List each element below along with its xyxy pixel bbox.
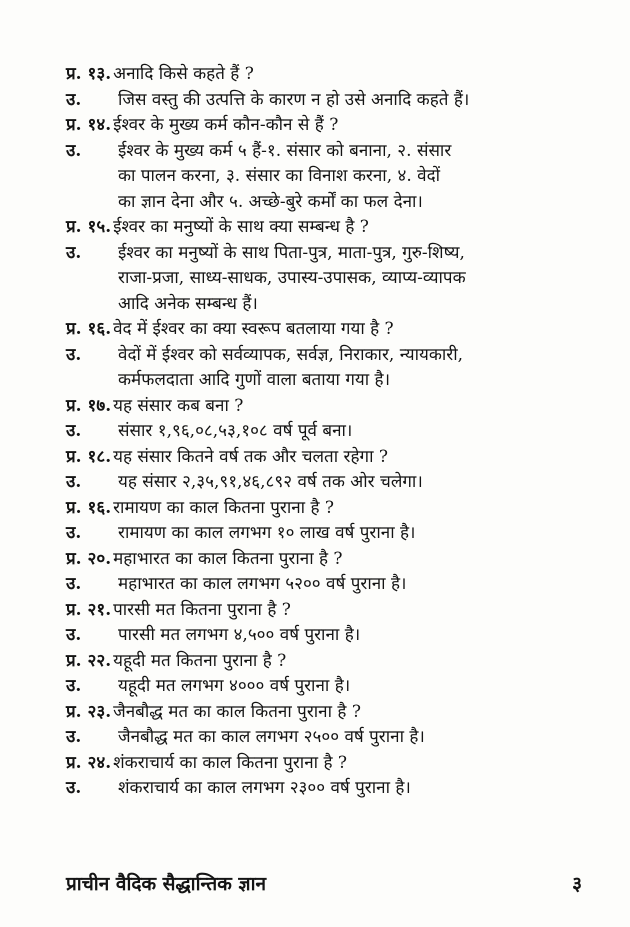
- answer-row: [66, 470, 590, 496]
- answer-row: [66, 419, 590, 445]
- question-row: [66, 215, 590, 241]
- question-row: [66, 62, 590, 88]
- question-label: प्र. २२.: [66, 650, 112, 671]
- answer-label: उ.: [66, 523, 82, 543]
- answer-label: उ.: [66, 242, 82, 263]
- answer-row: [66, 623, 590, 649]
- answer-line: का पालन करना, ३. संसार का विनाश करना, ४. वेदों: [118, 166, 441, 186]
- question-label: प्र. १६.: [66, 319, 112, 339]
- answer-row: [66, 776, 590, 802]
- answer-label: उ.: [66, 140, 82, 161]
- answer-line: जिस वस्तु की उत्पत्ति के कारण न हो उसे अनादि कहते हैं।: [118, 89, 470, 110]
- question-text: ईश्वर का मनुष्यों के साथ क्या सम्बन्ध है ?: [113, 217, 369, 237]
- question-text: यहूदी मत कितना पुराना है ?: [113, 650, 287, 671]
- answer-text: [118, 139, 590, 216]
- answer-line: पारसी मत लगभग ४,५०० वर्ष पुराना है।: [118, 625, 361, 645]
- book-title: प्राचीन वैदिक सैद्धान्तिक ज्ञान: [66, 873, 267, 895]
- question-text: महाभारत का काल कितना पुराना है ?: [113, 548, 343, 569]
- question-row: [66, 547, 590, 573]
- qa-list: [66, 62, 590, 802]
- answer-line: यहूदी मत लगभग ४००० वर्ष पुराना है।: [118, 676, 351, 696]
- question-text: शंकराचार्य का काल कितना पुराना है ?: [113, 752, 347, 773]
- question-label: प्र. १३.: [66, 64, 112, 84]
- question-text: पारसी मत कितना पुराना है ?: [113, 599, 291, 620]
- answer-text: [118, 623, 590, 649]
- question-text: ईश्वर के मुख्य कर्म कौन-कौन से हैं ?: [113, 115, 339, 135]
- answer-label: उ.: [66, 472, 82, 492]
- question-label: प्र. १७.: [66, 395, 112, 416]
- question-row: [66, 445, 590, 471]
- question-row: [66, 598, 590, 624]
- answer-row: [66, 241, 590, 318]
- question-row: [66, 496, 590, 522]
- question-text: यह संसार कब बना ?: [113, 395, 244, 416]
- answer-line: शंकराचार्य का काल लगभग २३०० वर्ष पुराना है।: [118, 778, 411, 798]
- answer-row: [66, 88, 590, 114]
- answer-row: [66, 725, 590, 751]
- answer-text: [118, 343, 590, 394]
- question-label: प्र. २०.: [66, 548, 112, 569]
- answer-row: [66, 521, 590, 547]
- page-footer: [66, 870, 582, 896]
- answer-line: का ज्ञान देना और ५. अच्छे-बुरे कर्मों का फल देना।: [118, 191, 423, 212]
- question-label: प्र. १४.: [66, 115, 112, 135]
- answer-line: ईश्वर का मनुष्यों के साथ पिता-पुत्र, माता-पुत्र, गुरु-शिष्य,: [118, 242, 465, 263]
- answer-label: उ.: [66, 574, 82, 594]
- answer-label: उ.: [66, 89, 82, 110]
- question-text: वेद में ईश्वर का क्या स्वरूप बतलाया गया है ?: [113, 319, 394, 339]
- answer-text: [118, 725, 590, 751]
- answer-label: उ.: [66, 344, 82, 365]
- answer-text: [118, 241, 590, 318]
- question-label: प्र. २३.: [66, 701, 112, 722]
- question-text: जैनबौद्ध मत का काल कितना पुराना है ?: [113, 701, 361, 722]
- answer-row: [66, 343, 590, 394]
- question-text: रामायण का काल कितना पुराना है ?: [113, 497, 335, 518]
- answer-text: [118, 470, 590, 496]
- question-row: [66, 700, 590, 726]
- question-label: प्र. १६.: [66, 497, 112, 518]
- answer-text: [118, 88, 590, 114]
- answer-line: राजा-प्रजा, साध्य-साधक, उपास्य-उपासक, व्याप्य-व्यापक: [118, 268, 466, 288]
- question-label: प्र. १५.: [66, 217, 112, 237]
- question-text: यह संसार कितने वर्ष तक और चलता रहेगा ?: [113, 446, 389, 467]
- question-label: प्र. १८.: [66, 446, 112, 467]
- answer-label: उ.: [66, 778, 82, 798]
- answer-row: [66, 572, 590, 598]
- answer-label: उ.: [66, 727, 82, 747]
- answer-line: जैनबौद्ध मत का काल लगभग २५०० वर्ष पुराना है।: [118, 727, 425, 747]
- answer-row: [66, 139, 590, 216]
- answer-line: रामायण का काल लगभग १० लाख वर्ष पुराना है।: [118, 523, 416, 543]
- answer-text: [118, 521, 590, 547]
- answer-text: [118, 776, 590, 802]
- question-row: [66, 751, 590, 777]
- answer-line: आदि अनेक सम्बन्ध हैं।: [118, 293, 258, 314]
- answer-line: संसार १,९६,०८,५३,१०८ वर्ष पूर्व बना।: [118, 421, 353, 441]
- answer-text: [118, 419, 590, 445]
- question-text: अनादि किसे कहते हैं ?: [113, 64, 254, 84]
- answer-label: उ.: [66, 676, 82, 696]
- answer-line: कर्मफलदाता आदि गुणों वाला बताया गया है।: [118, 370, 391, 390]
- answer-text: [118, 572, 590, 598]
- question-row: [66, 649, 590, 675]
- answer-line: महाभारत का काल लगभग ५२०० वर्ष पुराना है।: [118, 574, 407, 594]
- answer-text: [118, 674, 590, 700]
- answer-label: उ.: [66, 625, 82, 645]
- question-label: प्र. २४.: [66, 752, 112, 773]
- question-row: [66, 317, 590, 343]
- answer-line: यह संसार २,३५,९१,४६,८९२ वर्ष तक ओर चलेगा।: [118, 472, 423, 492]
- question-row: [66, 394, 590, 420]
- page-number: ३: [572, 873, 582, 895]
- question-row: [66, 113, 590, 139]
- answer-label: उ.: [66, 421, 82, 441]
- answer-line: वेदों में ईश्वर को सर्वव्यापक, सर्वज्ञ, निराकार, न्यायकारी,: [118, 344, 464, 365]
- answer-row: [66, 674, 590, 700]
- question-label: प्र. २१.: [66, 599, 112, 620]
- answer-line: ईश्वर के मुख्य कर्म ५ हैं-१. संसार को बनाना, २. संसार: [118, 140, 452, 161]
